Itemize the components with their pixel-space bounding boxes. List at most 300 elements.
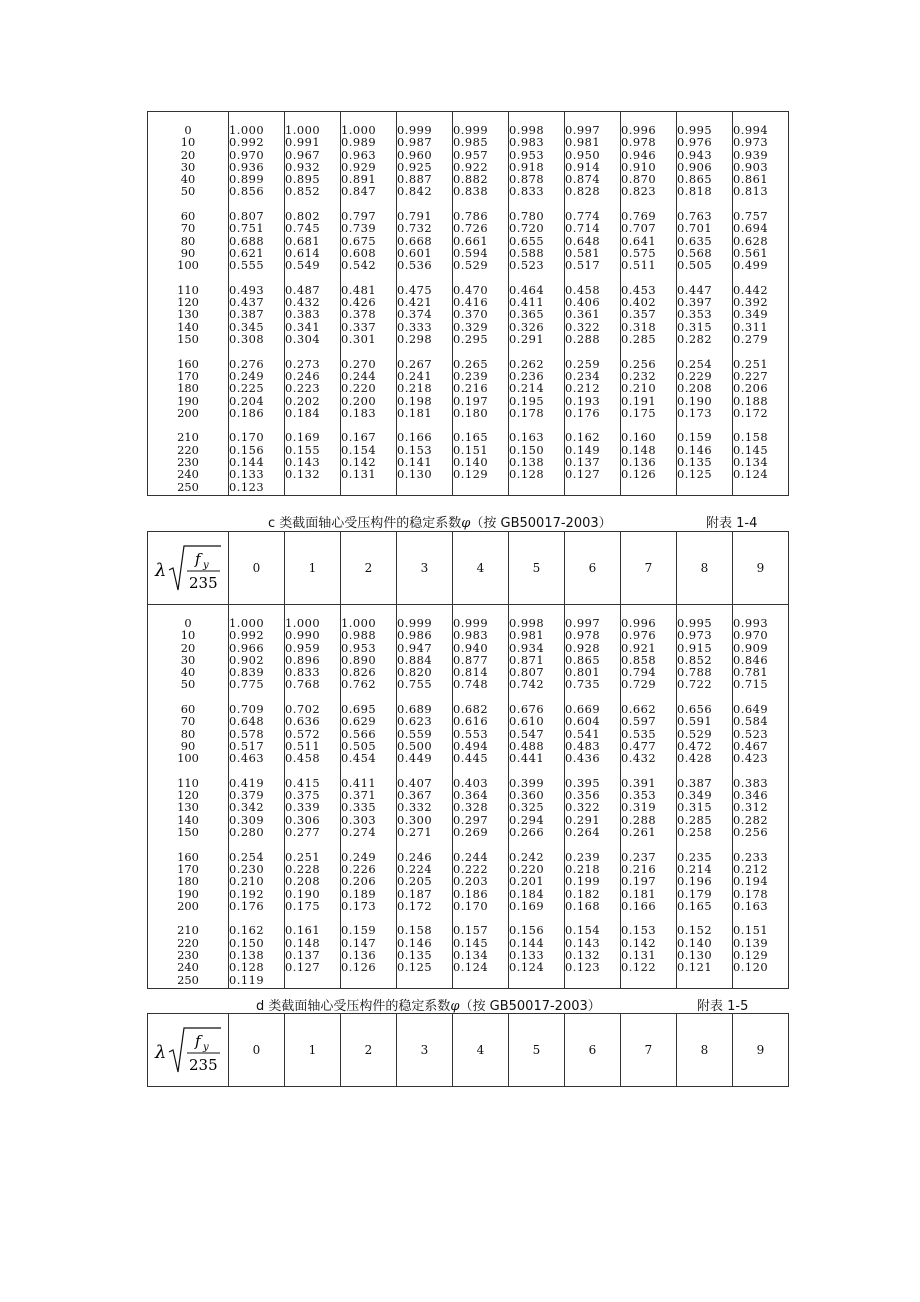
table-cell: 150: [177, 825, 199, 840]
table-cell: 0.251: [285, 849, 321, 864]
header-col-4: 4: [453, 1014, 509, 1087]
table-cell: 0.198: [397, 393, 433, 408]
denominator-235: 235: [189, 1056, 218, 1074]
table-cell: 0.953: [341, 640, 377, 655]
table-cell: 0.184: [285, 405, 321, 420]
table-cell: 0.387: [677, 775, 713, 790]
table-cell: 0.781: [733, 665, 769, 680]
table-cell: 0.454: [341, 751, 377, 766]
table-cell: 0.166: [621, 898, 657, 913]
table-cell: 0.311: [733, 319, 769, 334]
table-cell: 230: [177, 948, 199, 963]
table-cell: 0.138: [229, 948, 265, 963]
table-cell: 0.934: [509, 640, 545, 655]
table-cell: 0.929: [341, 159, 377, 174]
table-cell: 0.568: [677, 245, 713, 260]
table-cell: 0.682: [453, 702, 489, 717]
table-cell: 180: [177, 381, 199, 396]
table-cell: 0.483: [565, 738, 601, 753]
table-cell: 0.181: [621, 886, 657, 901]
table-cell: 0.890: [341, 652, 377, 667]
table-cell: 0.997: [565, 616, 601, 630]
table-cell: 200: [177, 898, 199, 913]
table-cell: 0.169: [285, 430, 321, 445]
lambda-column: [148, 605, 229, 989]
table-cell: 0.308: [229, 332, 265, 347]
table-cell: 0.403: [453, 775, 489, 790]
table-cell: 0.172: [733, 405, 769, 420]
slenderness-formula: [153, 1022, 223, 1078]
table-cell: 0.707: [621, 221, 657, 236]
table-cell: 0.153: [621, 923, 657, 938]
table-cell: 0.757: [733, 209, 769, 224]
table-cell: 0.146: [397, 935, 433, 950]
header-col-8: 8: [677, 532, 733, 605]
value-column-6: [565, 112, 621, 496]
value-column-2: [341, 605, 397, 989]
table-cell: 0.288: [565, 332, 601, 347]
table-cell: 0.319: [621, 800, 657, 815]
table-cell: 0.346: [733, 788, 769, 803]
table-cell: 0.197: [453, 393, 489, 408]
table-cell: 0.128: [509, 467, 545, 482]
table-cell: 0.616: [453, 714, 489, 729]
lambda-symbol: λ: [155, 1042, 167, 1063]
table-cell: 80: [180, 233, 196, 248]
table-cell: 40: [180, 172, 196, 187]
lambda-column: [148, 112, 229, 496]
table-cell: 220: [177, 442, 199, 457]
table-cell: 0.143: [285, 455, 321, 470]
table-cell: 0.339: [285, 800, 321, 815]
table-cell: 0.212: [565, 381, 601, 396]
table-cell: 0.675: [341, 233, 377, 248]
table-cell: 0.239: [565, 849, 601, 864]
table-cell: 0.345: [229, 319, 265, 334]
table-cell: 0.996: [621, 616, 657, 630]
table-cell: 0.256: [733, 825, 769, 840]
table-cell: 0.748: [453, 677, 489, 692]
table-cell: 0.990: [285, 628, 321, 643]
table-cell: 0.751: [229, 221, 265, 236]
table-cell: 0.312: [733, 800, 769, 815]
table-cell: 0.899: [229, 172, 265, 187]
table-cell: 0.584: [733, 714, 769, 729]
table-cell: 0.946: [621, 147, 657, 162]
header-col-7: 7: [621, 1014, 677, 1087]
table-cell: 0.147: [341, 935, 377, 950]
table-cell: 0.896: [285, 652, 321, 667]
table-cell: 0.903: [733, 159, 769, 174]
table-cell: 0.421: [397, 295, 433, 310]
table-cell: 0.755: [397, 677, 433, 692]
table-cell: 0.121: [677, 960, 713, 975]
table-cell: 0.995: [677, 616, 713, 630]
table-cell: 0.294: [509, 812, 545, 827]
table-cell: 0.184: [509, 886, 545, 901]
table-cell: 0.909: [733, 640, 769, 655]
table-cell: 0.190: [677, 393, 713, 408]
table-cell: 0.999: [397, 616, 433, 630]
table-cell: 0.205: [397, 874, 433, 889]
table-cell: 0.445: [453, 751, 489, 766]
table-cell: 0.928: [565, 640, 601, 655]
table-cell: 10: [180, 135, 196, 150]
y-subscript: y: [203, 560, 209, 571]
table-cell: 0.370: [453, 307, 489, 322]
table-cell: 0.249: [229, 368, 265, 383]
table-cell: 0.342: [229, 800, 265, 815]
table-cell: 0.127: [565, 467, 601, 482]
header-col-2: 2: [341, 1014, 397, 1087]
table-cell: 0.458: [285, 751, 321, 766]
table-cell: 0.232: [621, 368, 657, 383]
table-cell: 0.594: [453, 245, 489, 260]
table-cell: 0.371: [341, 788, 377, 803]
table-cell: 0.375: [285, 788, 321, 803]
table-cell: 0.318: [621, 319, 657, 334]
table-cell: 0.175: [285, 898, 321, 913]
table-cell: 0.178: [509, 405, 545, 420]
table-cell: 0.950: [565, 147, 601, 162]
table-cell: 240: [177, 467, 199, 482]
table-cell: 0.131: [341, 467, 377, 482]
table-cell: 0.970: [733, 628, 769, 643]
table-cell: 0.280: [229, 825, 265, 840]
table-cell: 170: [177, 368, 199, 383]
table-cell: 0.291: [509, 332, 545, 347]
caption-c-standard: （按 GB50017-2003）: [470, 516, 612, 531]
table-cell: 0.499: [733, 258, 769, 273]
table-cell: 0.134: [733, 455, 769, 470]
table-cell: 0.994: [733, 123, 769, 137]
table-cell: 0.858: [621, 652, 657, 667]
table-cell: 0.146: [677, 442, 713, 457]
table-cell: 0.144: [509, 935, 545, 950]
table-cell: 0.187: [397, 886, 433, 901]
table-cell: 0.288: [621, 812, 657, 827]
table-cell: 0.242: [509, 849, 545, 864]
table-cell: 50: [180, 184, 196, 199]
header-col-5: 5: [509, 532, 565, 605]
header-col-1: 1: [285, 1014, 341, 1087]
table-cell: 0.228: [285, 861, 321, 876]
table-cell: 0.768: [285, 677, 321, 692]
table-cell: 0.291: [565, 812, 601, 827]
table-cell: 1.000: [341, 123, 377, 137]
table-cell: 0.726: [453, 221, 489, 236]
value-column-6: [565, 605, 621, 989]
table-cell: 0.329: [453, 319, 489, 334]
table-cell: 110: [177, 775, 199, 790]
table-d: [147, 1013, 789, 1087]
table-cell: 0.818: [677, 184, 713, 199]
table-cell: 0.144: [229, 455, 265, 470]
table-cell: 0.295: [453, 332, 489, 347]
value-column-8: [677, 605, 733, 989]
table-cell: 20: [180, 147, 196, 162]
table-cell: 0.895: [285, 172, 321, 187]
table-cell: 0.988: [341, 628, 377, 643]
slenderness-formula: [153, 540, 223, 596]
table-cell: 0.157: [453, 923, 489, 938]
table-cell: 0.976: [677, 135, 713, 150]
table-cell: 220: [177, 935, 199, 950]
table-cell: 0.419: [229, 775, 265, 790]
table-cell: 0.374: [397, 307, 433, 322]
table-cell: 0.477: [621, 738, 657, 753]
table-cell: 0.488: [509, 738, 545, 753]
table-cell: 0.991: [285, 135, 321, 150]
table-cell: 180: [177, 874, 199, 889]
table-cell: 0.458: [565, 282, 601, 297]
table-cell: 0.529: [453, 258, 489, 273]
table-cell: 0.604: [565, 714, 601, 729]
table-cell: 0.542: [341, 258, 377, 273]
table-cell: 0.947: [397, 640, 433, 655]
table-cell: 240: [177, 960, 199, 975]
table-cell: 0.891: [341, 172, 377, 187]
table-cell: 0.202: [285, 393, 321, 408]
table-cell: 0.206: [341, 874, 377, 889]
table-cell: 0.861: [733, 172, 769, 187]
table-cell: 0.709: [229, 702, 265, 717]
table-cell: 100: [177, 751, 199, 766]
table-cell: 0.987: [397, 135, 433, 150]
table-cell: 80: [180, 726, 196, 741]
table-cell: 0.732: [397, 221, 433, 236]
table-cell: 10: [180, 628, 196, 643]
table-cell: 0.688: [229, 233, 265, 248]
table-cell: 0.936: [229, 159, 265, 174]
table-cell: 60: [180, 209, 196, 224]
table-cell: 0.124: [509, 960, 545, 975]
table-cell: 0.487: [285, 282, 321, 297]
caption-d-standard: （按 GB50017-2003）: [459, 999, 601, 1014]
table-cell: 0.769: [621, 209, 657, 224]
table-cell: 0.588: [509, 245, 545, 260]
table-cell: 0.332: [397, 800, 433, 815]
table-cell: 0.915: [677, 640, 713, 655]
table-cell: 0.148: [621, 442, 657, 457]
table-cell: 0.224: [397, 861, 433, 876]
table-cell: 0.722: [677, 677, 713, 692]
table-cell: 0.877: [453, 652, 489, 667]
table-cell: 0.367: [397, 788, 433, 803]
table-cell: 0.188: [733, 393, 769, 408]
table-cell: 0.125: [677, 467, 713, 482]
table-cell: 0.967: [285, 147, 321, 162]
table-cell: 0.823: [621, 184, 657, 199]
table-cell: 0.349: [677, 788, 713, 803]
table-cell: 0.963: [341, 147, 377, 162]
table-cell: 0.133: [229, 467, 265, 482]
table-cell: 0.447: [677, 282, 713, 297]
table-cell: 0.441: [509, 751, 545, 766]
table-cell: 100: [177, 258, 199, 273]
table-cell: 0.559: [397, 726, 433, 741]
header-col-9: 9: [733, 532, 789, 605]
table-cell: 0.986: [397, 628, 433, 643]
table-cell: 0.170: [453, 898, 489, 913]
table-cell: 60: [180, 702, 196, 717]
table-cell: 0.998: [509, 616, 545, 630]
table-cell: 0.150: [509, 442, 545, 457]
table-cell: 0.636: [285, 714, 321, 729]
table-cell: 0.126: [621, 467, 657, 482]
table-cell: 0.566: [341, 726, 377, 741]
table-cell: 0.297: [453, 812, 489, 827]
value-column-5: [509, 112, 565, 496]
table-cell: 0.788: [677, 665, 713, 680]
table-cell: 0.214: [509, 381, 545, 396]
header-col-7: 7: [621, 532, 677, 605]
table-cell: 0.442: [733, 282, 769, 297]
table-cell: 0.195: [509, 393, 545, 408]
table-cell: 0.973: [733, 135, 769, 150]
table-cell: 0.151: [733, 923, 769, 938]
table-cell: 0.541: [565, 726, 601, 741]
table-cell: 90: [180, 738, 196, 753]
table-cell: 0.138: [509, 455, 545, 470]
table-cell: 0.216: [453, 381, 489, 396]
table-cell: 0.214: [677, 861, 713, 876]
table-cell: 0.136: [341, 948, 377, 963]
table-cell: 0.167: [341, 430, 377, 445]
table-cell: 0.129: [733, 948, 769, 963]
table-cell: 0.201: [509, 874, 545, 889]
table-cell: 0.852: [677, 652, 713, 667]
table-cell: 0.847: [341, 184, 377, 199]
table-cell: 0.802: [285, 209, 321, 224]
table-cell: 0.432: [285, 295, 321, 310]
table-cell: 0.265: [453, 356, 489, 371]
table-cell: 0.172: [397, 898, 433, 913]
table-cell: 0.610: [509, 714, 545, 729]
table-cell: 0.325: [509, 800, 545, 815]
table-cell: 0.186: [229, 405, 265, 420]
table-cell: 0.300: [397, 812, 433, 827]
table-cell: 0.715: [733, 677, 769, 692]
table-cell: 0.126: [341, 960, 377, 975]
table-cell: 0.256: [621, 356, 657, 371]
table-cell: 0.142: [621, 935, 657, 950]
table-cell: 30: [180, 652, 196, 667]
value-column-2: [341, 112, 397, 496]
table-cell: 0.276: [229, 356, 265, 371]
denominator-235: 235: [189, 574, 218, 592]
table-cell: 0.978: [565, 628, 601, 643]
table-cell: 0.953: [509, 147, 545, 162]
table-cell: 0.226: [341, 861, 377, 876]
table-cell: 0.322: [565, 319, 601, 334]
table-cell: 0.517: [565, 258, 601, 273]
table-cell: 0.303: [341, 812, 377, 827]
table-cell: 0.981: [565, 135, 601, 150]
table-cell: 0.282: [733, 812, 769, 827]
table-cell: 0.591: [677, 714, 713, 729]
table-cell: 0.702: [285, 702, 321, 717]
table-cell: 0.136: [621, 455, 657, 470]
table-cell: 0.223: [285, 381, 321, 396]
table-cell: 0.973: [677, 628, 713, 643]
header-col-9: 9: [733, 1014, 789, 1087]
table-cell: 0.402: [621, 295, 657, 310]
table-cell: 0.165: [453, 430, 489, 445]
table-cell: 0.762: [341, 677, 377, 692]
table-cell: 0.985: [453, 135, 489, 150]
table-cell: 0.162: [229, 923, 265, 938]
table-cell: 0.143: [565, 935, 601, 950]
table-cell: 0.119: [229, 972, 265, 987]
table-cell: 0.701: [677, 221, 713, 236]
table-d-caption: [256, 995, 601, 1014]
table-cell: 0.264: [565, 825, 601, 840]
table-cell: 0.244: [341, 368, 377, 383]
table-cell: 0.467: [733, 738, 769, 753]
table-cell: 0.581: [565, 245, 601, 260]
table-cell: 0.210: [229, 874, 265, 889]
table-cell: 0.153: [397, 442, 433, 457]
table-cell: 0.871: [509, 652, 545, 667]
table-cell: 0.131: [621, 948, 657, 963]
table-cell: 0.794: [621, 665, 657, 680]
table-cell: 0.629: [341, 714, 377, 729]
table-cell: 90: [180, 245, 196, 260]
table-cell: 0.328: [453, 800, 489, 815]
table-cell: 0.437: [229, 295, 265, 310]
table-cell: 0.301: [341, 332, 377, 347]
table-cell: 0.575: [621, 245, 657, 260]
table-cell: 0.662: [621, 702, 657, 717]
table-cell: 0.999: [453, 616, 489, 630]
table-cell: 130: [177, 800, 199, 815]
table-cell: 0.237: [621, 849, 657, 864]
table-cell: 0.774: [565, 209, 601, 224]
table-cell: 0.156: [509, 923, 545, 938]
table-cell: 0.884: [397, 652, 433, 667]
table-cell: 0.426: [341, 295, 377, 310]
table-cell: 0.379: [229, 788, 265, 803]
table-cell: 0.878: [509, 172, 545, 187]
table-cell: 0.222: [453, 861, 489, 876]
table-cell: 0.392: [733, 295, 769, 310]
table-cell: 170: [177, 861, 199, 876]
table-cell: 0.669: [565, 702, 601, 717]
table-cell: 0.449: [397, 751, 433, 766]
table-cell: 0.921: [621, 640, 657, 655]
table-cell: 0.529: [677, 726, 713, 741]
table-cell: 0.635: [677, 233, 713, 248]
table-cell: 0.246: [285, 368, 321, 383]
header-col-4: 4: [453, 532, 509, 605]
table-cell: 0.472: [677, 738, 713, 753]
table-cell: 0.220: [341, 381, 377, 396]
table-cell: 210: [177, 430, 199, 445]
table-cell: 0.505: [341, 738, 377, 753]
table-cell: 0.865: [677, 172, 713, 187]
table-cell: 0.735: [565, 677, 601, 692]
phi-symbol: φ: [461, 516, 471, 531]
table-cell: 50: [180, 677, 196, 692]
table-cell: 0.166: [397, 430, 433, 445]
table-cell: 140: [177, 812, 199, 827]
table-cell: 0.353: [677, 307, 713, 322]
table-cell: 0.200: [341, 393, 377, 408]
table-cell: 0.141: [397, 455, 433, 470]
table-cell: 0.208: [285, 874, 321, 889]
table-cell: 1.000: [285, 123, 321, 137]
